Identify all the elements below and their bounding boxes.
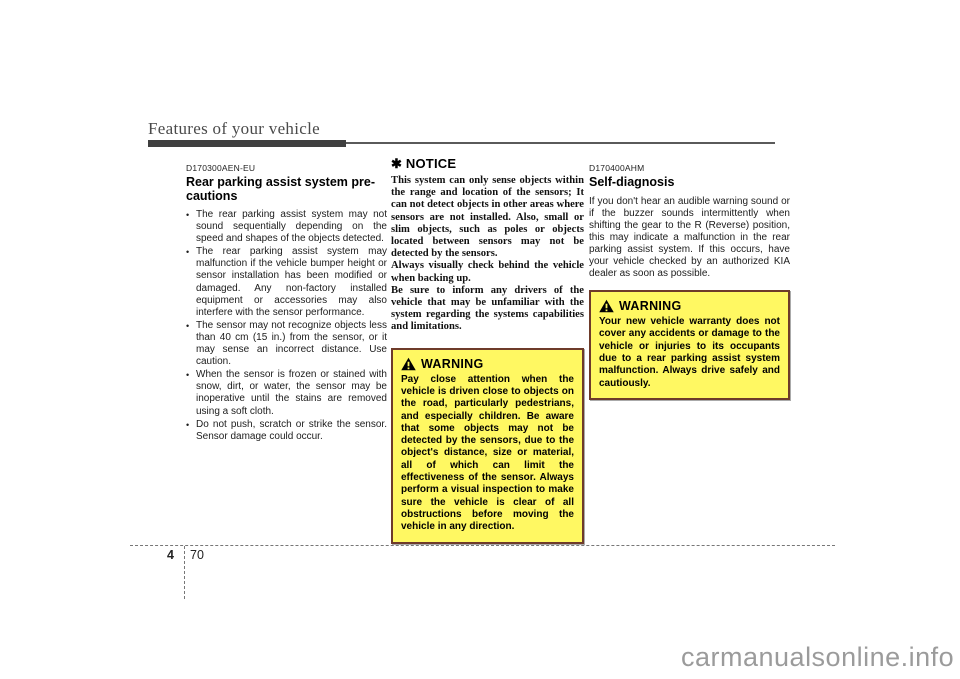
list-item-text: The sensor may not recognize objects less than 40 cm (15 in.) from the sensor, or it may sense an incorrect distance. Use caution. <box>196 319 387 368</box>
bullet-icon: • <box>186 419 190 430</box>
section-heading-precautions: Rear parking assist system pre-cautions <box>186 175 375 203</box>
list-item <box>186 209 387 245</box>
section-heading-self-diagnosis: Self-diagnosis <box>589 175 675 189</box>
warning-box-sensors <box>391 348 584 544</box>
list-item <box>186 320 387 368</box>
warning-label: WARNING <box>619 299 682 314</box>
warning-label: WARNING <box>421 356 484 371</box>
notice-paragraph: Always visually check behind the vehicle when backing up. <box>391 260 584 284</box>
asterisk-icon: ✱ <box>391 156 402 171</box>
footer-dashed-divider <box>184 546 185 599</box>
warning-triangle-icon <box>401 357 416 371</box>
section-code: D170400AHM <box>589 163 645 173</box>
notice-paragraph: Be sure to inform any drivers of the vehicle that may be unfamiliar with the system regarding the systems capabilities and limitations. <box>391 284 584 333</box>
list-item <box>186 369 387 417</box>
column-left <box>186 163 387 444</box>
list-item-text: The rear parking assist system may not sound sequentially depending on the speed and shapes of the objects detected. <box>196 209 387 245</box>
column-middle <box>391 156 584 544</box>
footer-dashed-rule <box>130 545 835 546</box>
list-item <box>186 246 387 319</box>
self-diagnosis-paragraph: If you don't hear an audible warning sound or if the buzzer sounds intermittently when shifting the gear to the R (Reverse) position, this may indicate a malfunction in the rear parking assist system. If this occurs, have your vehicle checked by an authorized KIA dealer as soon as possible. <box>589 195 790 280</box>
list-item <box>186 419 387 443</box>
precautions-list <box>186 209 387 443</box>
list-item-text: When the sensor is frozen or stained with snow, dirt, or water, the sensor may be inoperative until the stains are removed using a soft cloth. <box>196 369 387 417</box>
chapter-number: 4 <box>167 548 174 562</box>
page-header-title: Features of your vehicle <box>148 119 320 138</box>
notice-heading <box>391 156 584 172</box>
warning-body: Pay close attention when the vehicle is driven close to objects on the road, particularly pedestrians, and especially children. Be aware that some objects may not be detected by the sensors, due to the object's distance, size or material, all of which can limit the effectiveness of the sensor. Always perform a visual inspection to make sure the vehicle is clear of all obstructions before moving the vehicle in any direction. <box>401 373 574 533</box>
bullet-icon: • <box>186 320 190 331</box>
warning-heading <box>599 299 780 313</box>
bullet-icon: • <box>186 370 190 381</box>
bullet-icon: • <box>186 210 190 220</box>
warning-body: Your new vehicle warranty does not cover any accidents or damage to the vehicle or injuries to its occupants due to a rear parking assist system malfunction. Always drive safely and cautiously. <box>599 316 780 389</box>
warning-box-warranty <box>589 290 790 400</box>
notice-label: NOTICE <box>405 156 457 171</box>
list-item-text: The rear parking assist system may malfunction if the vehicle bumper height or sensor installation has been modified or damaged. Any non-factory installed equipment or accessories may also interfere with the sensor performance. <box>196 246 387 318</box>
header-rule-thick <box>148 140 346 147</box>
list-item-text: Do not push, scratch or strike the sensor. Sensor damage could occur. <box>196 418 387 442</box>
bullet-icon: • <box>186 247 190 258</box>
section-code: D170300AEN-EU <box>186 163 256 173</box>
watermark-text: carmanualsonline.info <box>681 642 955 672</box>
warning-heading <box>401 357 574 371</box>
notice-body <box>391 175 584 334</box>
warning-triangle-icon <box>599 299 614 313</box>
notice-paragraph: This system can only sense objects within the range and location of the sensors; It can not detect objects in other areas where sensors are not installed. Also, small or slim objects, such as poles or objects located between sensors may not be detected by the sensors. <box>391 175 584 260</box>
page-number: 70 <box>190 548 204 562</box>
column-right <box>589 163 790 400</box>
